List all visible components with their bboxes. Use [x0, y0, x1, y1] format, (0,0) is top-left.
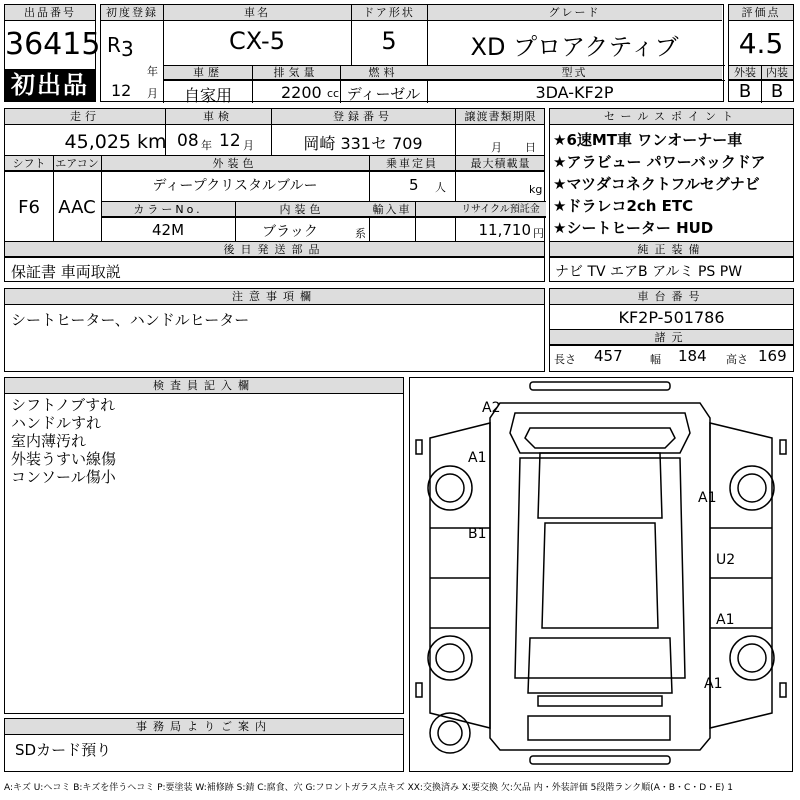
- inspector-label: 検査員記入欄: [5, 378, 403, 394]
- int-score: B: [770, 81, 784, 102]
- recycle-label: リサイクル預託金: [461, 204, 540, 215]
- capacity-unit: 人: [435, 181, 446, 194]
- lot-number: 36415: [5, 27, 101, 62]
- era: R: [107, 33, 121, 57]
- door-label: ドア形状: [351, 5, 427, 21]
- color-no: 42M: [151, 221, 185, 239]
- recycle-fee: 11,710: [478, 221, 531, 239]
- chassis-label: 車台番号: [550, 289, 793, 305]
- capacity-label: 乗車定員: [386, 157, 438, 170]
- inspector-line: シフトノブすれ: [11, 396, 116, 414]
- office-label: 事務局よりご案内: [5, 719, 403, 735]
- history-label: 車歴: [193, 66, 223, 79]
- dims-label: 諸元: [550, 330, 793, 345]
- color-label: 外装色: [212, 157, 258, 170]
- score-label: 評価点: [729, 5, 793, 21]
- lot-box: [4, 4, 101, 102]
- car-outline: [410, 378, 792, 771]
- length: 457: [594, 347, 623, 365]
- ext-label: 外装: [734, 66, 756, 79]
- year-unit: 年: [147, 65, 158, 78]
- width-label: 幅: [650, 353, 661, 366]
- grade-label: グレード: [427, 5, 722, 21]
- capacity: 5: [409, 176, 419, 194]
- doors: 5: [381, 27, 397, 55]
- sales-label: セールスポイント: [550, 109, 793, 125]
- inspect-month: 12: [219, 131, 241, 151]
- transfer-day: 日: [525, 141, 536, 154]
- exterior-color: ディープクリスタルブルー: [152, 178, 318, 194]
- inspector-line: コンソール傷小: [11, 468, 116, 486]
- shift-label: シフト: [12, 157, 46, 170]
- chassis-box: [549, 288, 794, 372]
- month-unit: 月: [147, 87, 158, 100]
- plate-label: 登録番号: [333, 110, 393, 123]
- int-label: 内装: [766, 66, 788, 79]
- sales-point: ★マツダコネクトフルセグナビ: [553, 175, 760, 193]
- sales-point: ★シートヒーター HUD: [553, 219, 714, 237]
- load-unit: kg: [529, 183, 543, 196]
- inspect-month-unit: 月: [243, 139, 254, 152]
- score: 4.5: [738, 27, 784, 60]
- interior-unit: 系: [355, 227, 366, 240]
- interior-label: 内装色: [279, 203, 325, 216]
- score-box: [728, 4, 794, 102]
- grade: XD プロアクティブ: [470, 33, 679, 61]
- width: 184: [678, 347, 707, 365]
- ac: AAC: [58, 197, 96, 218]
- plate: 岡崎 331セ 709: [303, 134, 423, 153]
- genuine-label: 純正装備: [550, 242, 793, 257]
- sales-point: ★アラビュー パワーバックドア: [553, 153, 766, 171]
- interior: ブラック: [262, 224, 318, 240]
- mark-left-front-door: B1: [468, 526, 487, 542]
- inspect-year-unit: 年: [201, 139, 212, 152]
- header-box: [100, 4, 724, 105]
- ext-score: B: [738, 81, 752, 102]
- later-parts-label: 後日発送部品: [5, 242, 544, 257]
- mark-front-bumper: A2: [482, 400, 501, 416]
- inspect-label: 車検: [203, 110, 233, 123]
- fuel-label: 燃料: [368, 66, 399, 79]
- notes: シートヒーター、ハンドルヒーター: [11, 311, 250, 329]
- notes-label: 注意事項欄: [5, 289, 544, 305]
- displacement: 2200: [281, 83, 322, 102]
- inspector-line: 室内薄汚れ: [11, 432, 87, 450]
- color-no-label: カラーNo.: [133, 203, 203, 216]
- inspector-box: [4, 377, 404, 714]
- model: 3DA-KF2P: [535, 83, 614, 102]
- cc-unit: cc: [327, 87, 340, 100]
- sales-point: ★6速MT車 ワンオーナー車: [553, 131, 743, 149]
- import-label: 輸入車: [372, 203, 412, 216]
- car-diagram: [409, 377, 793, 772]
- length-label: 長さ: [554, 353, 576, 366]
- inspect-year: 08: [177, 131, 199, 151]
- genuine-equipment: ナビ TV エアB アルミ PS PW: [555, 264, 743, 280]
- car-name-label: 車名: [163, 5, 351, 21]
- model-label: 型式: [427, 66, 722, 80]
- sales-box: [549, 108, 794, 282]
- transfer-month: 月: [491, 141, 502, 154]
- reg-month: 12: [111, 81, 132, 100]
- detail-box: [4, 108, 545, 282]
- mileage-label: 走行: [70, 110, 100, 123]
- mark-front-left: A1: [468, 450, 487, 466]
- sales-point: ★ドラレコ2ch ETC: [553, 197, 694, 215]
- height: 169: [758, 347, 787, 365]
- notes-box: [4, 288, 545, 372]
- mileage: 45,025: [64, 131, 131, 153]
- mark-right-rear-door: A1: [716, 612, 735, 628]
- fuel: ディーゼル: [346, 85, 421, 103]
- inspector-line: ハンドルすれ: [11, 414, 102, 432]
- load-label: 最大積載量: [470, 157, 531, 170]
- mark-right-front-door: U2: [716, 552, 736, 568]
- mark-front-right: A1: [698, 490, 717, 506]
- mark-rear-right: A1: [704, 676, 723, 692]
- height-label: 高さ: [726, 353, 748, 366]
- history: 自家用: [183, 86, 232, 105]
- lot-label: 出品番号: [5, 5, 95, 21]
- office-note: SDカード預り: [15, 741, 112, 759]
- first-sale-badge: 初出品: [5, 69, 95, 101]
- transfer-label: 譲渡書類期限: [464, 110, 537, 123]
- reg-year: 3: [121, 37, 134, 61]
- legend: A:キズ U:ヘコミ B:キズを伴うヘコミ P:要塗装 W:補修跡 S:錆 C:腐食、穴 G:フロントガラス点キズ XX:交換済み X:要交換 欠:欠品 内・外装評価 5段階ランク順(A・B・C・D・E) 1: [4, 783, 734, 793]
- reg-label: 初度登録: [101, 5, 163, 21]
- recycle-unit: 円: [533, 227, 544, 240]
- later-parts: 保証書 車両取説: [11, 263, 121, 281]
- ac-label: エアコン: [55, 157, 99, 170]
- car-name: CX-5: [229, 27, 285, 55]
- chassis-number: KF2P-501786: [618, 308, 725, 327]
- office-box: [4, 718, 404, 772]
- disp-label: 排気量: [273, 66, 319, 79]
- km-unit: km: [137, 131, 167, 153]
- inspector-line: 外装うすい線傷: [11, 450, 117, 468]
- shift: F6: [18, 197, 40, 218]
